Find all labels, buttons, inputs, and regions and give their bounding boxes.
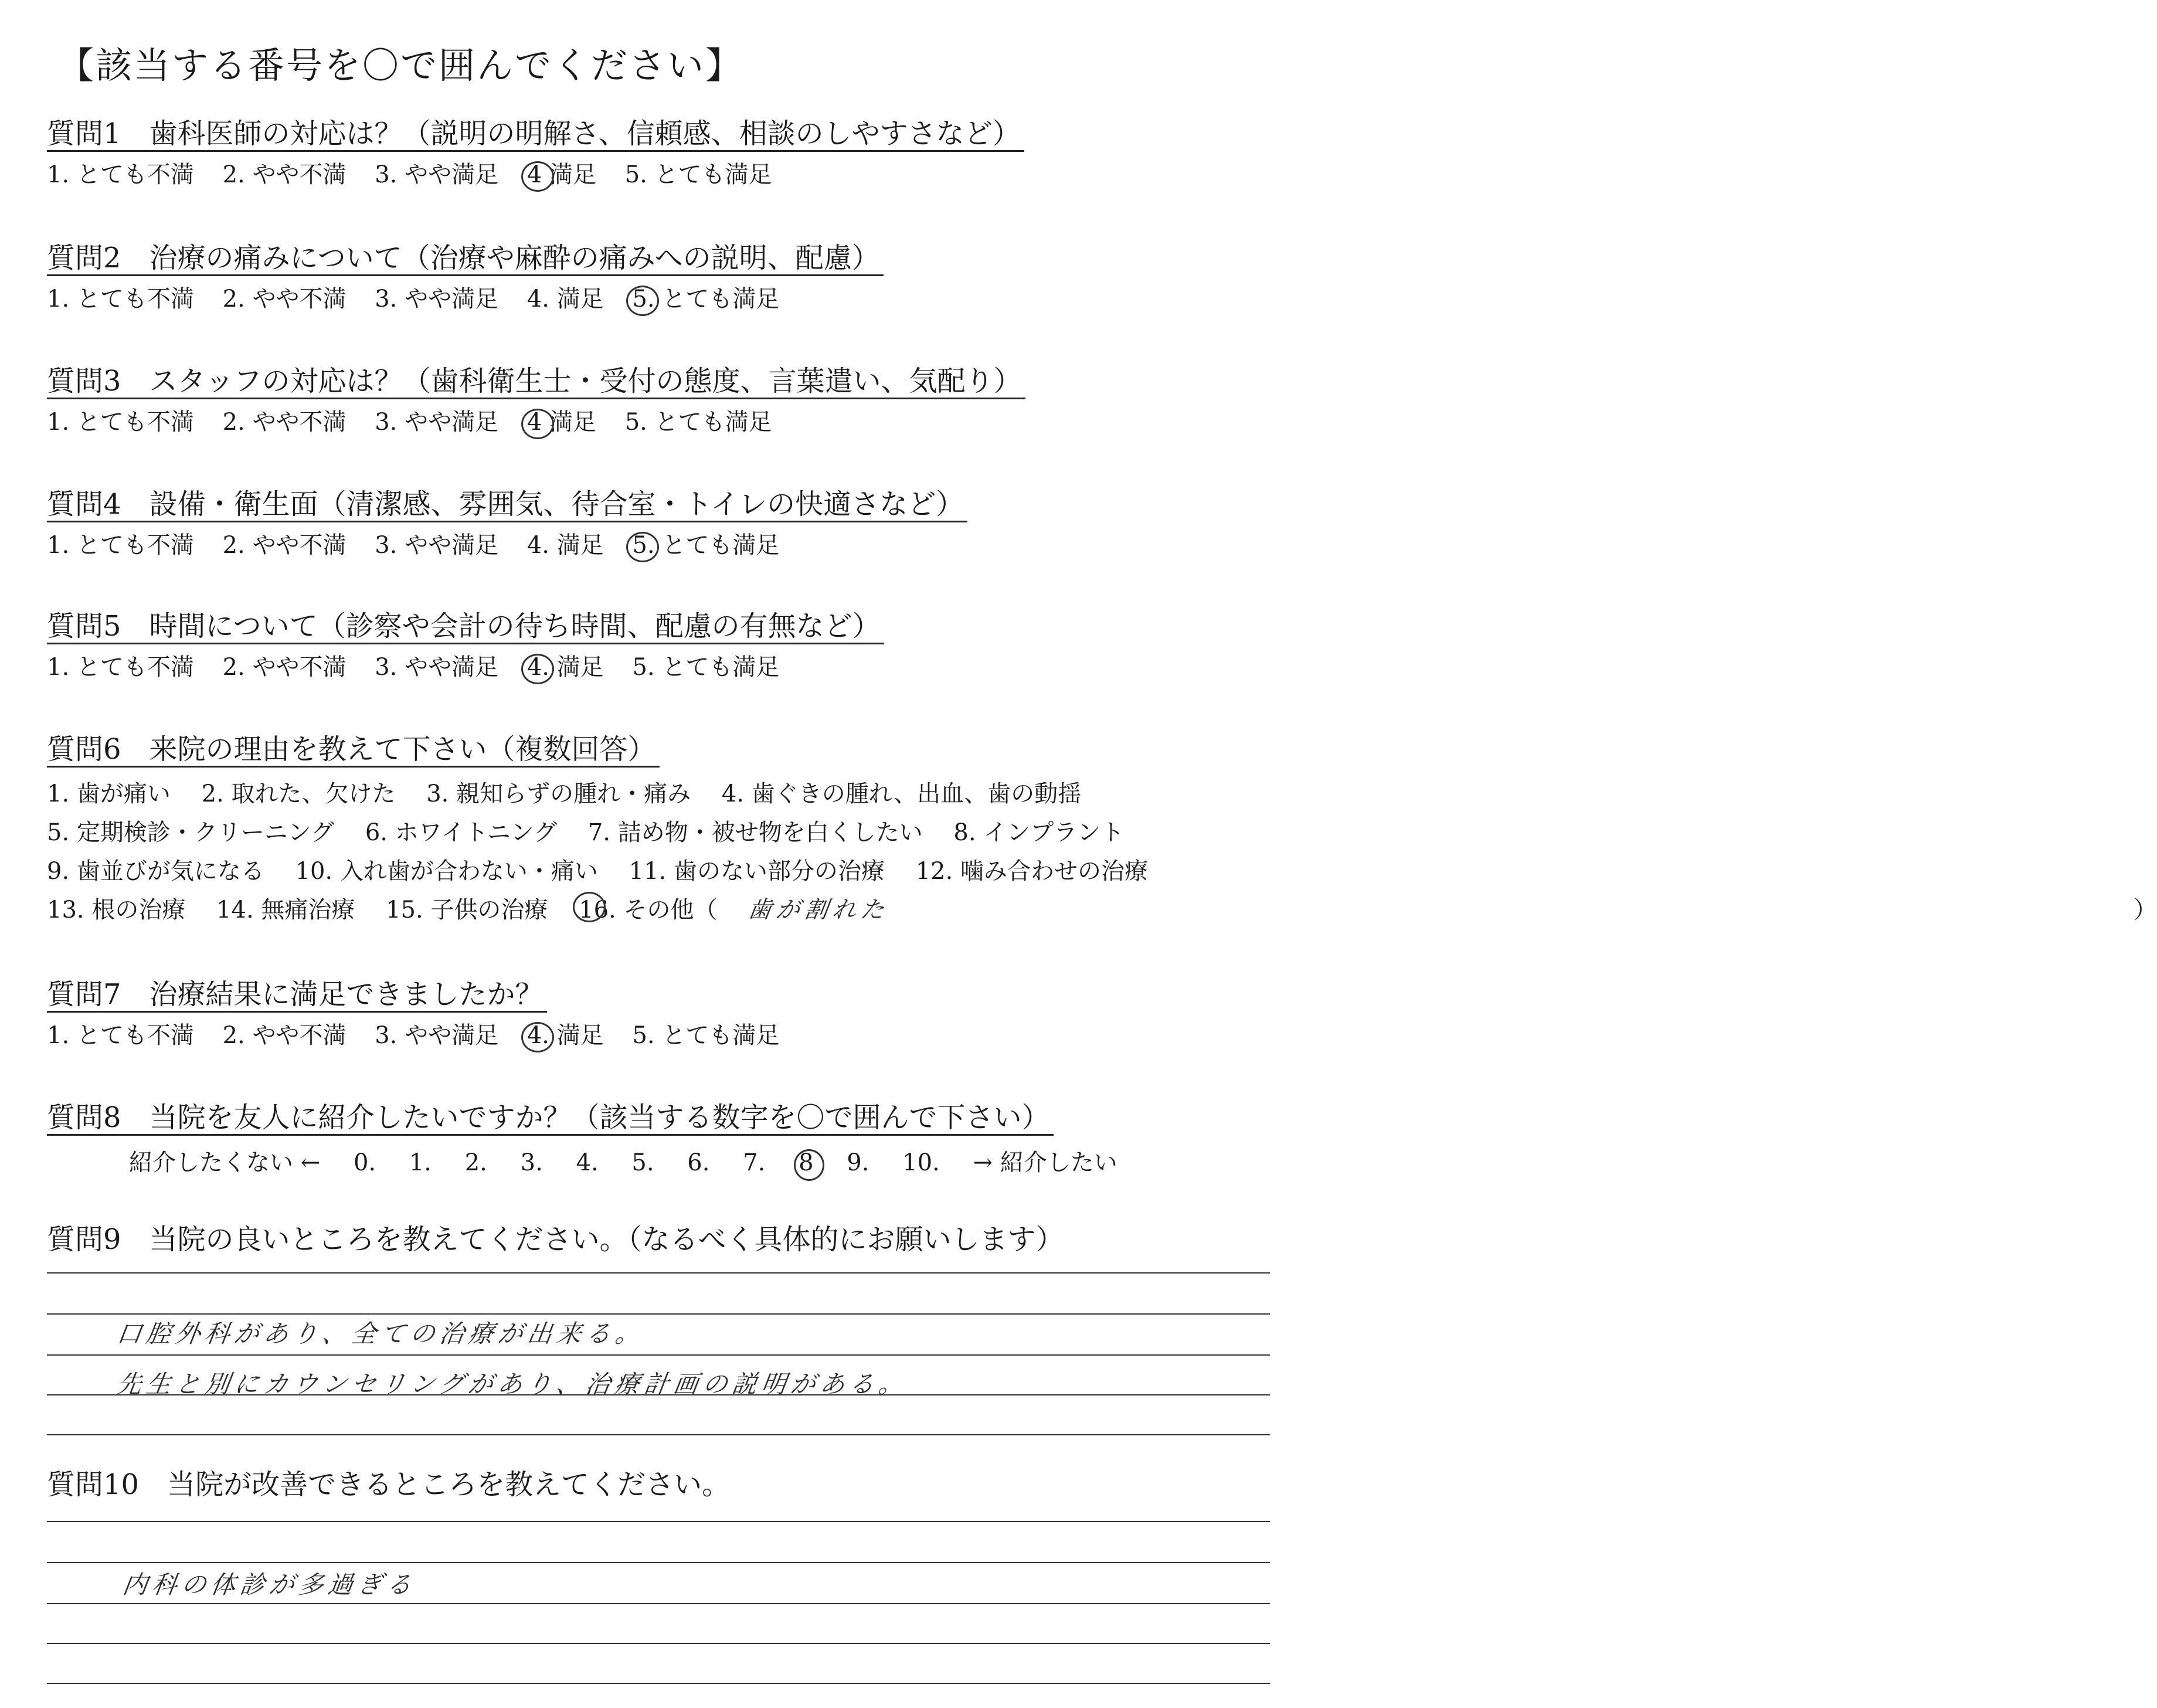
- answer-line: [47, 1272, 1270, 1274]
- scale-option[interactable]: 9.: [847, 1149, 869, 1176]
- scale-option[interactable]: 5.: [631, 1149, 654, 1176]
- option[interactable]: 1. とても不満: [47, 532, 194, 559]
- option-selected[interactable]: 16. その他（: [579, 891, 717, 929]
- option[interactable]: 5. 定期検診・クリーニング: [47, 819, 335, 846]
- option-selected[interactable]: 5. とても満足: [632, 532, 780, 559]
- option-selected[interactable]: 5. とても満足: [632, 286, 780, 313]
- option[interactable]: 1. とても不満: [47, 1022, 194, 1049]
- question-9-title: 質問9 当院の良いところを教えてください。（なるべく具体的にお願いします）: [47, 1223, 1064, 1256]
- option[interactable]: 14. 無痛治療: [216, 897, 355, 923]
- option[interactable]: 11. 歯のない部分の治療: [629, 858, 885, 885]
- answer-line: [47, 1683, 1270, 1684]
- question-2-options: [47, 284, 884, 314]
- option[interactable]: 1. とても不満: [47, 654, 194, 681]
- instruction-heading: 【該当する番号を〇で囲んでください】: [57, 44, 744, 87]
- option[interactable]: 2. やや不満: [222, 532, 347, 559]
- option[interactable]: 2. やや不満: [222, 654, 347, 681]
- question-8: [47, 1101, 1143, 1177]
- question-8-title: 質問8 当院を友人に紹介したいですか？（該当する数字を〇で囲んで下さい）: [47, 1101, 1054, 1136]
- question-1-options: [47, 160, 1024, 189]
- option[interactable]: 3. やや満足: [375, 161, 499, 188]
- question-9-answer-area[interactable]: [47, 1272, 1270, 1448]
- question-4-options: [47, 531, 967, 560]
- question-10: [47, 1468, 730, 1501]
- option[interactable]: 9. 歯並びが気になる: [47, 858, 264, 885]
- option[interactable]: 1. とても不満: [47, 161, 194, 188]
- scale-option[interactable]: 7.: [743, 1149, 766, 1176]
- question-7-options: [47, 1021, 800, 1050]
- option[interactable]: 8. インプラント: [953, 819, 1125, 846]
- scale-left-label: 紹介したくない ←: [129, 1149, 321, 1176]
- option[interactable]: 4. 歯ぐきの腫れ、出血、歯の動揺: [721, 780, 1082, 807]
- question-6: [47, 733, 2157, 929]
- question-8-scale: [47, 1144, 1143, 1177]
- question-5: [47, 610, 884, 682]
- option[interactable]: 5. とても満足: [624, 409, 772, 436]
- options-row: [47, 813, 1171, 852]
- scale-option[interactable]: 0.: [353, 1149, 376, 1176]
- option[interactable]: 10. 入れ歯が合わない・痛い: [295, 858, 598, 885]
- scale-option[interactable]: 6.: [687, 1149, 710, 1176]
- option[interactable]: 2. やや不満: [222, 161, 347, 188]
- q9-handwritten-line-1: 口腔外科があり、全ての治療が出来る。: [115, 1319, 647, 1348]
- question-7-title: 質問7 治療結果に満足できましたか？: [47, 978, 547, 1013]
- question-6-options: [47, 775, 2157, 929]
- question-6-title: 質問6 来院の理由を教えて下さい（複数回答）: [47, 733, 660, 768]
- option-selected[interactable]: 4 満足: [526, 409, 596, 436]
- other-handwritten-answer[interactable]: 歯が割れた: [746, 897, 891, 923]
- option[interactable]: 3. やや満足: [375, 409, 499, 436]
- scale-option[interactable]: 1.: [409, 1149, 432, 1176]
- question-5-title: 質問5 時間について（診察や会計の待ち時間、配慮の有無など）: [47, 610, 884, 644]
- option[interactable]: 2. やや不満: [222, 1022, 347, 1049]
- question-3: [47, 365, 1025, 437]
- scale-option[interactable]: 4.: [576, 1149, 599, 1176]
- question-3-options: [47, 408, 1025, 437]
- option[interactable]: 4. 満足: [526, 532, 604, 559]
- option[interactable]: 3. やや満足: [375, 532, 499, 559]
- option[interactable]: 15. 子供の治療: [386, 897, 548, 923]
- option[interactable]: 13. 根の治療: [47, 897, 186, 923]
- option[interactable]: 5. とても満足: [632, 654, 780, 681]
- option[interactable]: 4. 満足: [526, 286, 604, 313]
- option[interactable]: 3. 親知らずの腫れ・痛み: [426, 780, 691, 807]
- option[interactable]: 1. とても不満: [47, 286, 194, 313]
- option-selected[interactable]: 4. 満足: [526, 1022, 604, 1049]
- option[interactable]: 2. 取れた、欠けた: [201, 780, 396, 807]
- options-row: [47, 891, 2157, 929]
- option[interactable]: 5. とても満足: [632, 1022, 780, 1049]
- option[interactable]: 3. やや満足: [375, 654, 499, 681]
- question-1: [47, 117, 1024, 189]
- option[interactable]: 7. 詰め物・被せ物を白くしたい: [587, 819, 923, 846]
- question-4: [47, 488, 967, 560]
- answer-line: [47, 1354, 1270, 1356]
- question-2-title: 質問2 治療の痛みについて（治療や麻酔の痛みへの説明、配慮）: [47, 242, 884, 276]
- scale-right-label: → 紹介したい: [973, 1149, 1117, 1176]
- question-10-answer-area[interactable]: [47, 1521, 1270, 1691]
- option[interactable]: 1. 歯が痛い: [47, 780, 171, 807]
- question-5-options: [47, 653, 884, 682]
- option[interactable]: 6. ホワイトニング: [365, 819, 558, 846]
- question-10-title: 質問10 当院が改善できるところを教えてください。: [47, 1468, 731, 1501]
- q9-handwritten-line-2: 先生と別にカウンセリングがあり、治療計画の説明がある。: [115, 1370, 911, 1398]
- question-2: [47, 242, 884, 314]
- answer-line: [47, 1603, 1270, 1604]
- question-7: [47, 978, 800, 1050]
- option[interactable]: 2. やや不満: [222, 286, 347, 313]
- scale-option[interactable]: 3.: [520, 1149, 543, 1176]
- answer-line: [47, 1643, 1270, 1644]
- option[interactable]: 3. やや満足: [375, 286, 499, 313]
- scale-option[interactable]: 2.: [464, 1149, 487, 1176]
- answer-line: [47, 1434, 1270, 1435]
- option[interactable]: 1. とても不満: [47, 409, 194, 436]
- option[interactable]: 12. 噛み合わせの治療: [915, 858, 1149, 885]
- question-3-title: 質問3 スタッフの対応は？（歯科衛生士・受付の態度、言葉遣い、気配り）: [47, 365, 1025, 399]
- options-row: [47, 852, 1171, 891]
- question-1-title: 質問1 歯科医師の対応は？（説明の明解さ、信頼感、相談のしやすさなど）: [47, 117, 1024, 152]
- option[interactable]: 3. やや満足: [375, 1022, 499, 1049]
- option-selected[interactable]: 4. 満足: [526, 654, 604, 681]
- scale-option[interactable]: 10.: [902, 1149, 940, 1176]
- scale-option-selected[interactable]: 8: [799, 1149, 814, 1176]
- option[interactable]: 2. やや不満: [222, 409, 347, 436]
- question-4-title: 質問4 設備・衛生面（清潔感、雰囲気、待合室・トイレの快適さなど）: [47, 488, 967, 522]
- q10-handwritten-line-1: 内科の体診が多過ぎる: [121, 1570, 419, 1599]
- close-paren: ）: [2133, 897, 2157, 923]
- answer-line: [47, 1562, 1270, 1563]
- question-9: [47, 1223, 1064, 1256]
- answer-line: [47, 1521, 1270, 1522]
- options-row: [47, 775, 1171, 813]
- option-selected[interactable]: 4 満足: [526, 161, 596, 188]
- option[interactable]: 5. とても満足: [624, 161, 772, 188]
